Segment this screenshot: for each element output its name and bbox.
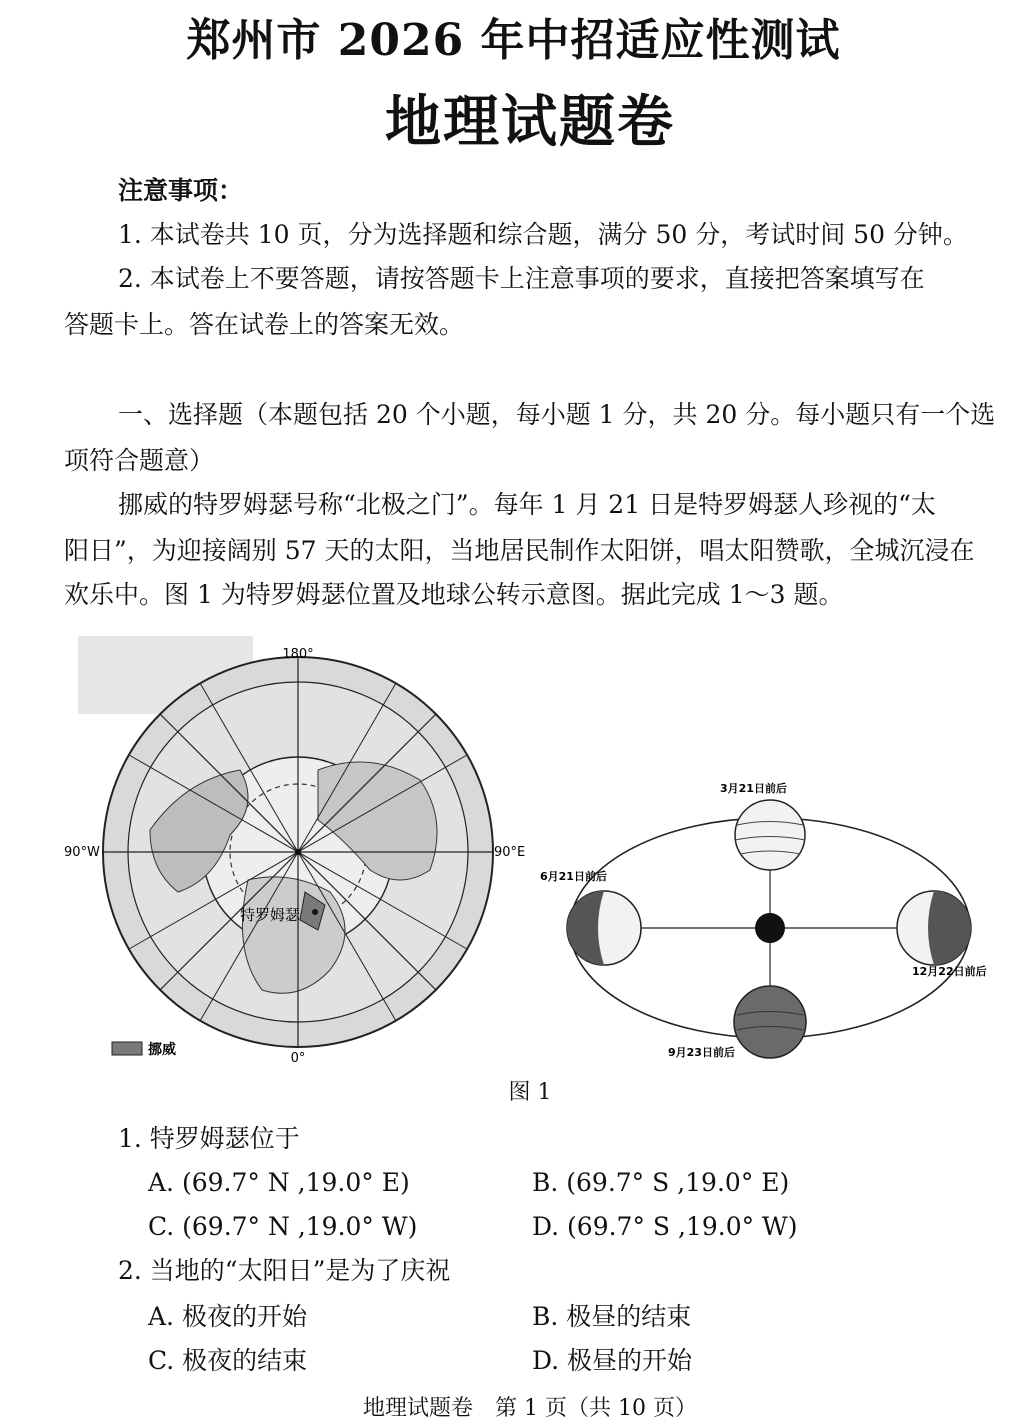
label-mar: 3月21日前后 <box>720 782 787 795</box>
q1-option-c: C. (69.7° N ,19.0° W) <box>148 1212 418 1241</box>
notice-item-2-line-1: 2. 本试卷上不要答题，请按答题卡上注意事项的要求，直接把答案填写在 <box>118 264 925 293</box>
passage-line-2: 阳日”，为迎接阔别 57 天的太阳，当地居民制作太阳饼，唱太阳赞歌，全城沉浸在 <box>64 536 975 565</box>
notice-item-1: 1. 本试卷共 10 页，分为选择题和综合题，满分 50 分，考试时间 50 分钟。 <box>118 220 968 249</box>
label-dec: 12月22日前后 <box>912 965 987 978</box>
exam-title: 郑州市 2026 年中招适应性测试 <box>186 15 841 66</box>
q1-option-d: D. (69.7° S ,19.0° W) <box>532 1212 798 1241</box>
map-label-0: 0° <box>290 1051 306 1066</box>
label-jun: 6月21日前后 <box>540 870 607 883</box>
earth-sep <box>734 986 806 1058</box>
sun <box>755 913 785 943</box>
legend-label: 挪威 <box>148 1042 176 1058</box>
earth-mar <box>735 800 805 870</box>
q2-option-d: D. 极昼的开始 <box>532 1346 693 1375</box>
orbit-diagram <box>540 781 987 1059</box>
legend-swatch <box>112 1042 142 1055</box>
map-label-90e: 90°E <box>494 845 526 860</box>
section-heading-line-2: 项符合题意） <box>64 446 215 475</box>
q2-stem: 2. 当地的“太阳日”是为了庆祝 <box>118 1256 451 1285</box>
city-point <box>312 909 318 915</box>
q1-option-b: B. (69.7° S ,19.0° E) <box>532 1168 790 1197</box>
notice-heading: 注意事项： <box>118 176 244 205</box>
notice-item-2-line-2: 答题卡上。答在试卷上的答案无效。 <box>64 310 465 339</box>
exam-subtitle: 地理试题卷 <box>385 89 675 155</box>
passage-line-3: 欢乐中。图 1 为特罗姆瑟位置及地球公转示意图。据此完成 1～3 题。 <box>64 580 844 609</box>
label-sep: 9月23日前后 <box>668 1046 735 1059</box>
q1-stem: 1. 特罗姆瑟位于 <box>118 1124 300 1153</box>
north-pole-point <box>295 849 301 855</box>
page-footer: 地理试题卷 第 1 页（共 10 页） <box>363 1396 697 1421</box>
section-heading-line-1: 一、选择题（本题包括 20 个小题，每小题 1 分，共 20 分。每小题只有一个选 <box>118 400 996 429</box>
figure-caption: 图 1 <box>508 1080 552 1105</box>
q1-option-a: A. (69.7° N ,19.0° E) <box>148 1168 410 1197</box>
figure-1 <box>0 630 1027 1070</box>
q2-option-c: C. 极夜的结束 <box>148 1346 308 1375</box>
q2-option-a: A. 极夜的开始 <box>148 1302 307 1331</box>
map-label-90w: 90°W <box>64 845 100 860</box>
q2-option-b: B. 极昼的结束 <box>532 1302 692 1331</box>
map-city-label: 特罗姆瑟 <box>240 906 301 924</box>
passage-line-1: 挪威的特罗姆瑟号称“北极之门”。每年 1 月 21 日是特罗姆瑟人珍视的“太 <box>118 490 936 519</box>
map-label-180: 180° <box>282 647 314 662</box>
